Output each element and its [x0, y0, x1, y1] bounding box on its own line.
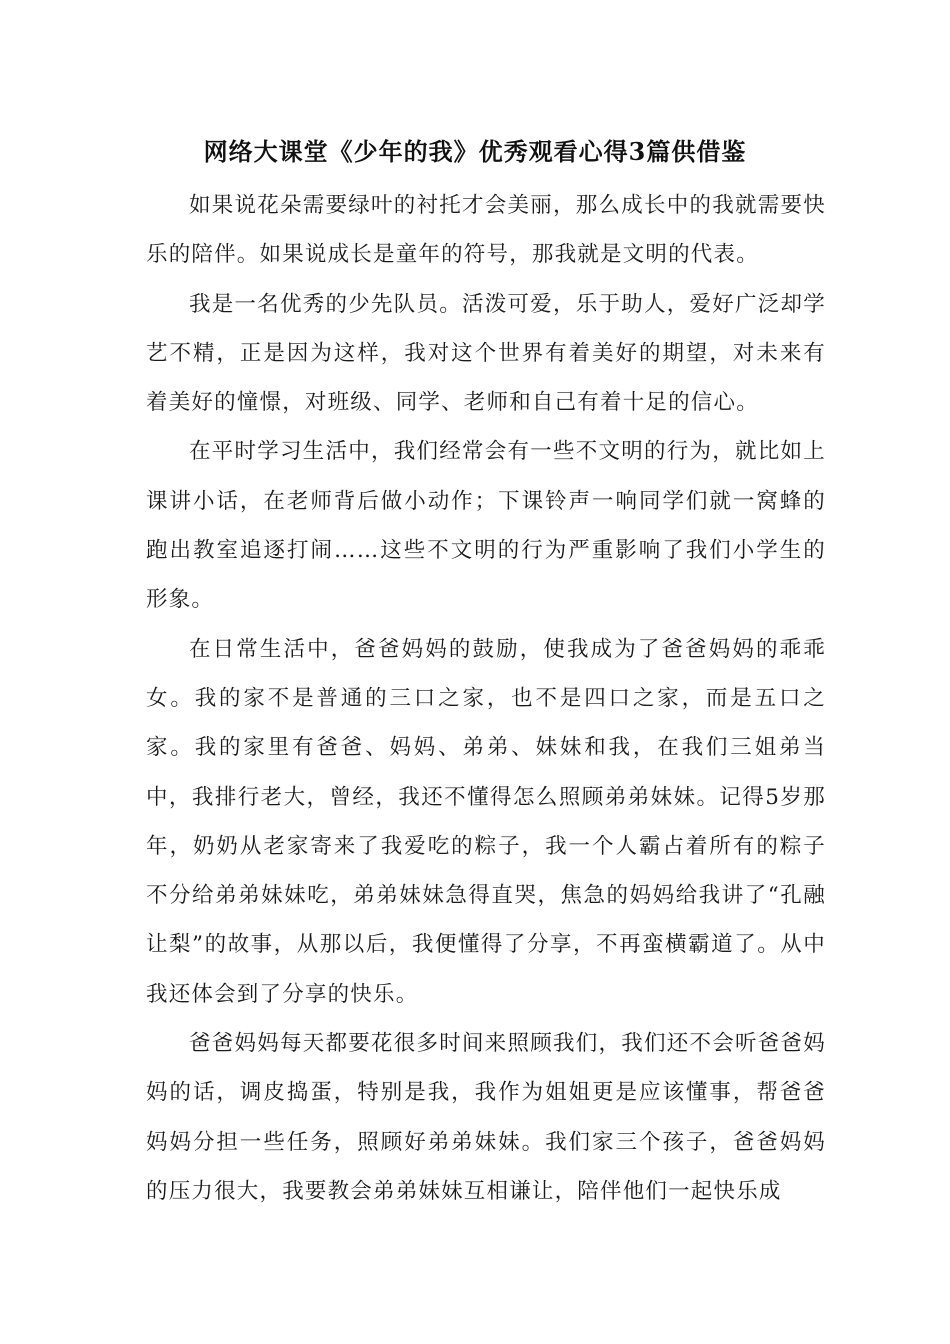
paragraph: 爸爸妈妈每天都要花很多时间来照顾我们，我们还不会听爸爸妈妈的话，调皮捣蛋，特别是我，我作为姐姐更是应该懂事，帮爸爸妈妈分担一些任务，照顾好弟弟妹妹。我们家三个孩子，爸爸妈妈的压力很大，我要教会弟弟妹妹互相谦让，陪伴他们一起快乐成	[146, 1031, 826, 1204]
paragraph: 在日常生活中，爸爸妈妈的鼓励，使我成为了爸爸妈妈的乖乖女。我的家不是普通的三口之家，也不是四口之家，而是五口之家。我的家里有爸爸、妈妈、弟弟、妹妹和我，在我们三姐弟当中，我排行老大，曾经，我还不懂得怎么照顾弟弟妹妹。记得5岁那年，奶奶从老家寄来了我爱吃的粽子，我一个人霸占着所有的粽子不分给弟弟妹妹吃，弟弟妹妹急得直哭，焦急的妈妈给我讲了“孔融让梨”的故事，从那以后，我便懂得了分享，不再蛮横霸道了。从中我还体会到了分享的快乐。	[146, 636, 826, 1007]
paragraph: 在平时学习生活中，我们经常会有一些不文明的行为，就比如上课讲小话，在老师背后做小动作；下课铃声一响同学们就一窝蜂的跑出教室追逐打闹……这些不文明的行为严重影响了我们小学生的形象。	[146, 439, 826, 613]
document-title: 网络大课堂《少年的我》优秀观看心得3篇供借鉴	[203, 137, 747, 166]
paragraph: 我是一名优秀的少先队员。活泼可爱，乐于助人，爱好广泛却学艺不精，正是因为这样，我对这个世界有着美好的期望，对未来有着美好的憧憬，对班级、同学、老师和自己有着十足的信心。	[146, 291, 826, 416]
document-body	[146, 181, 826, 1216]
paragraph: 如果说花朵需要绿叶的衬托才会美丽，那么成长中的我就需要快乐的陪伴。如果说成长是童年的符号，那我就是文明的代表。	[146, 193, 826, 268]
